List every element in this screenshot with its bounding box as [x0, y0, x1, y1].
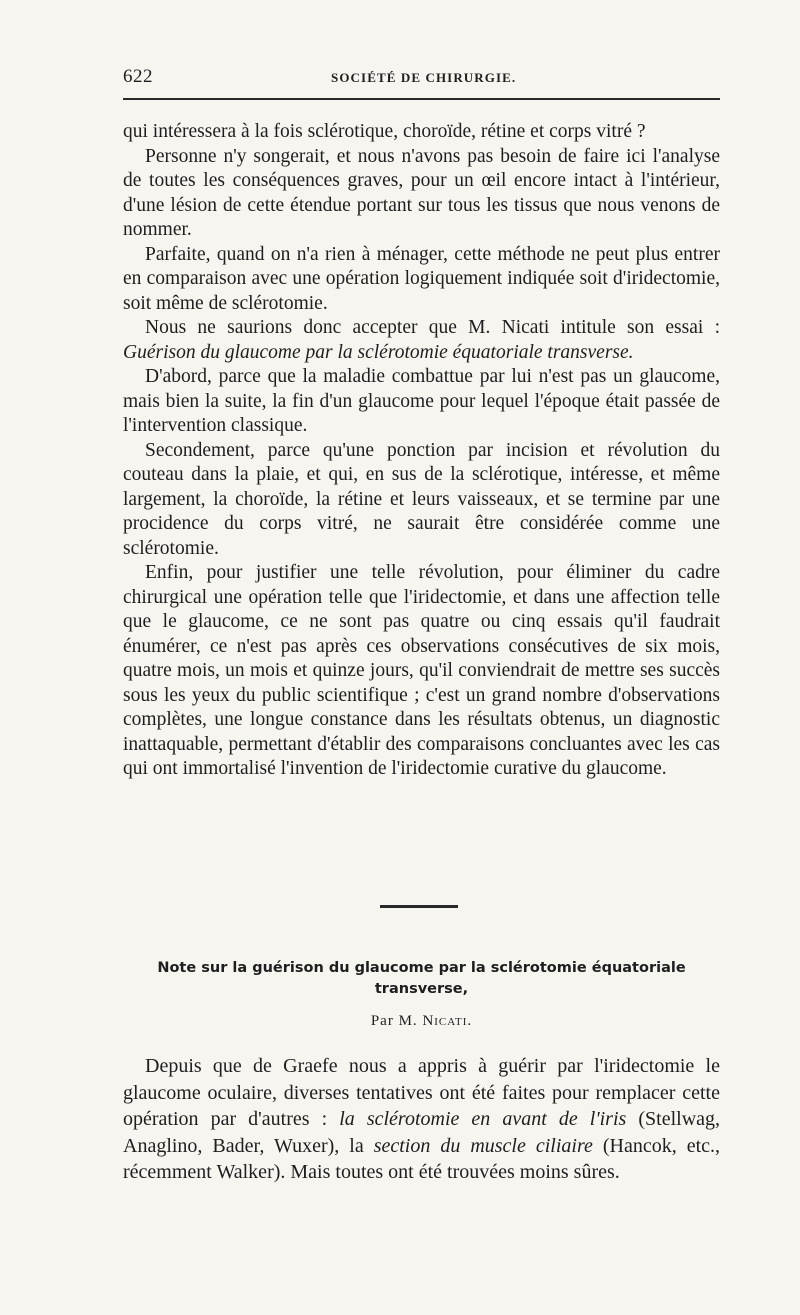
running-head: SOCIÉTÉ DE CHIRURGIE.	[331, 70, 517, 85]
body-text-top	[123, 120, 720, 782]
byline-author: Nicati.	[422, 1013, 473, 1029]
article-title: Note sur la guérison du glaucome par la sclérotomie équatoriale transverse,	[157, 960, 686, 997]
italic-term: section du muscle ciliaire	[373, 1134, 593, 1157]
paragraph-text: Nous ne saurions donc accepter que M. Nicati intitule son essai :	[145, 317, 720, 338]
essay-title-italic: Guérison du glaucome par la sclérotomie équatoriale transverse.	[123, 341, 634, 363]
paragraph-depuis	[123, 1053, 720, 1186]
header-rule	[123, 98, 720, 100]
paragraph-dabord: D'abord, parce que la maladie combattue par lui n'est pas un glaucome, mais bien la suite, la fin d'un glaucome pour lequel l'époque était passée de l'intervention classique.	[123, 366, 720, 436]
paragraph-nous-ne-saurions	[123, 316, 720, 365]
paragraph-continuation: qui intéressera à la fois sclérotique, choroïde, rétine et corps vitré ?	[123, 121, 646, 142]
paragraph-secondement: Secondement, parce qu'une ponction par incision et révolution du couteau dans la plaie, et qui, en sus de la sclérotique, intéresse, et même largement, la choroïde, la rétine et leurs vaisseaux, et se termine par une procidence du corps vitré, ne saurait être considérée comme une sclérotomie.	[123, 439, 720, 559]
paragraph-personne: Personne n'y songerait, et nous n'avons pas besoin de faire ici l'analyse de toutes les conséquences graves, pour un œil encore intact à l'intérieur, d'une lésion de cette étendue portant sur tous les tissus que nous venons de nommer.	[123, 145, 720, 240]
paragraph-text: (Hancok, etc., récemment Walker). Mais toutes ont été trouvées moins sûres.	[123, 1134, 721, 1183]
body-text-bottom	[123, 1053, 720, 1186]
paragraph-parfaite: Parfaite, quand on n'a rien à ménager, cette méthode ne peut plus entrer en comparaison avec une opération logiquement indiquée soit d'iridectomie, soit même de sclérotomie.	[123, 243, 720, 314]
italic-term: la sclérotomie en avant de l'iris	[339, 1108, 627, 1130]
byline	[123, 1013, 720, 1030]
section-divider	[380, 905, 458, 908]
page-header	[123, 66, 720, 90]
paragraph-text: Depuis que de Graefe nous a appris à guérir par l'iridectomie le glaucome oculaire, diverses tentatives ont été faites pour remplacer cette opération par d'autres :	[123, 1055, 720, 1130]
byline-prefix: Par M.	[370, 1013, 418, 1029]
paragraph-enfin: Enfin, pour justifier une telle révolution, pour éliminer du cadre chirurgical une opération telle que l'iridectomie, et dans une affection telle que le glaucome, ce ne sont pas quatre ou cinq essais qu'il faudrait énumérer, ce n'est pas après ces observations consécutives de six mois, quatre mois, un mois et quinze jours, qu'il conviendrait de mettre ses succès sous les yeux du public scientifique ; c'est un grand nombre d'observations complètes, une longue constance dans les résultats obtenus, un diagnostic inattaquable, permettant d'établir des comparaisons concluantes avec les cas qui ont immortalisé l'invention de l'iridectomie curative du glaucome.	[123, 562, 720, 779]
page-number: 622	[123, 66, 153, 87]
paragraph-text: (Stellwag, Anaglino, Bader, Wuxer), la	[123, 1108, 721, 1157]
